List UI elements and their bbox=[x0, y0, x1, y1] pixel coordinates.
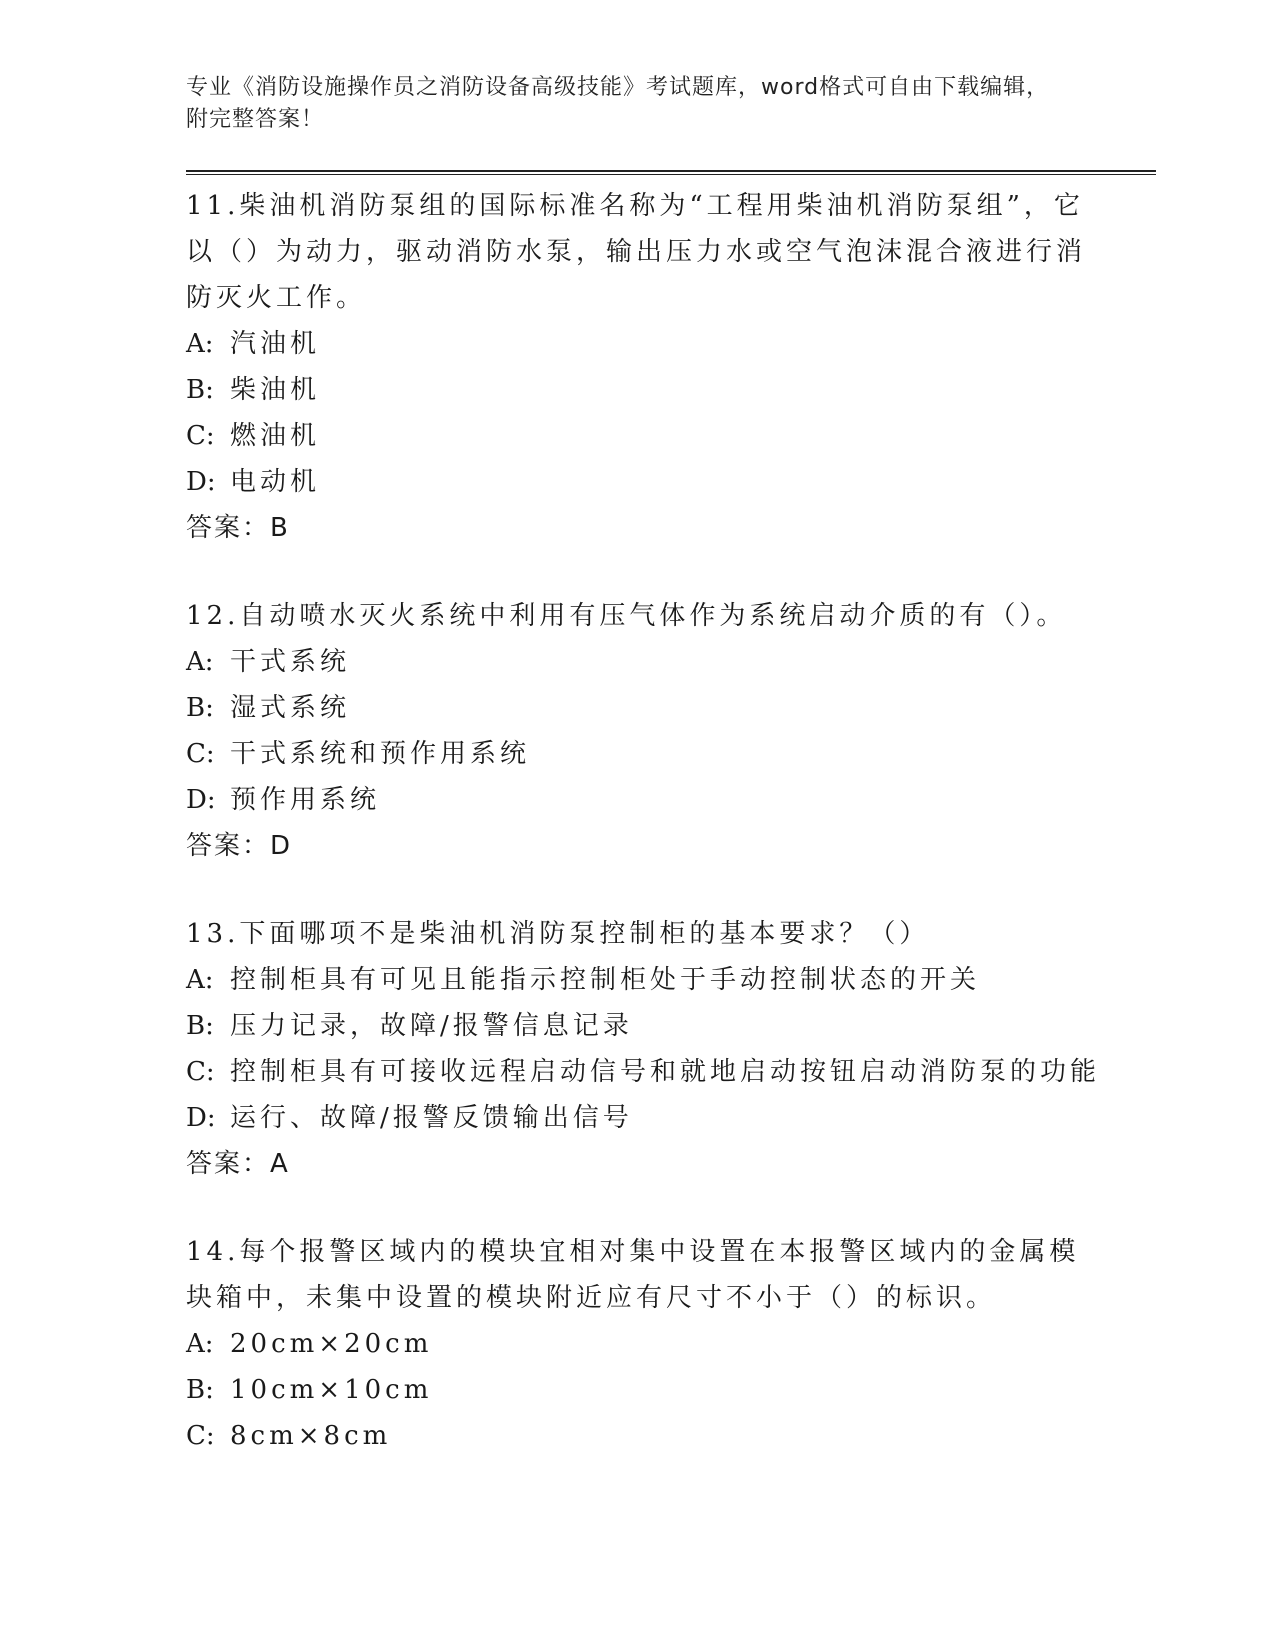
option-letter: C: bbox=[186, 1057, 215, 1087]
option-c bbox=[186, 413, 1156, 459]
option-c bbox=[186, 1049, 1156, 1095]
option-letter: A: bbox=[186, 647, 214, 677]
option-a bbox=[186, 957, 1156, 1003]
option-letter: B: bbox=[186, 1011, 214, 1041]
option-b bbox=[186, 1003, 1156, 1049]
question-13 bbox=[186, 911, 1156, 1187]
option-letter: D: bbox=[186, 1103, 216, 1133]
option-letter: B: bbox=[186, 693, 214, 723]
option-text: 预作用系统 bbox=[230, 785, 381, 815]
question-stem: 14.每个报警区域内的模块宜相对集中设置在本报警区域内的金属模块箱中，未集中设置的模块附近应有尺寸不小于（）的标识。 bbox=[186, 1237, 1080, 1313]
answer-line: 答案：D bbox=[186, 831, 293, 861]
option-text: 控制柜具有可接收远程启动信号和就地启动按钮启动消防泵的功能 bbox=[230, 1057, 1101, 1087]
option-d bbox=[186, 1095, 1156, 1141]
option-text: 干式系统和预作用系统 bbox=[230, 739, 531, 769]
option-d bbox=[186, 459, 1156, 505]
option-b bbox=[186, 685, 1156, 731]
option-text: 汽油机 bbox=[230, 329, 321, 359]
option-letter: A: bbox=[186, 965, 214, 995]
option-text: 运行、故障/报警反馈输出信号 bbox=[230, 1103, 633, 1133]
option-letter: C: bbox=[186, 739, 215, 769]
option-text: 10cm×10cm bbox=[230, 1375, 433, 1405]
question-stem: 12.自动喷水灭火系统中利用有压气体作为系统启动介质的有（）。 bbox=[186, 601, 1067, 631]
question-stem: 11.柴油机消防泵组的国际标准名称为“工程用柴油机消防泵组”，它以（）为动力，驱动消防水泵，输出压力水或空气泡沫混合液进行消防灭火工作。 bbox=[186, 191, 1087, 313]
question-stem: 13.下面哪项不是柴油机消防泵控制柜的基本要求？（） bbox=[186, 919, 930, 949]
option-letter: A: bbox=[186, 1329, 214, 1359]
option-c bbox=[186, 1413, 1156, 1459]
option-letter: D: bbox=[186, 785, 216, 815]
option-text: 8cm×8cm bbox=[230, 1421, 392, 1451]
answer-line: 答案：B bbox=[186, 513, 290, 543]
option-text: 干式系统 bbox=[230, 647, 351, 677]
option-text: 燃油机 bbox=[230, 421, 321, 451]
header-divider bbox=[186, 170, 1156, 175]
option-b bbox=[186, 1367, 1156, 1413]
option-text: 柴油机 bbox=[230, 375, 321, 405]
option-b bbox=[186, 367, 1156, 413]
document-page bbox=[186, 72, 1156, 1501]
option-letter: A: bbox=[186, 329, 214, 359]
option-c bbox=[186, 731, 1156, 777]
option-letter: D: bbox=[186, 467, 216, 497]
option-letter: B: bbox=[186, 1375, 214, 1405]
question-14 bbox=[186, 1229, 1156, 1459]
option-a bbox=[186, 639, 1156, 685]
answer-line: 答案：A bbox=[186, 1149, 290, 1179]
option-text: 电动机 bbox=[230, 467, 321, 497]
option-letter: C: bbox=[186, 1421, 215, 1451]
question-list bbox=[186, 183, 1156, 1459]
question-11 bbox=[186, 183, 1156, 551]
option-text: 压力记录，故障/报警信息记录 bbox=[230, 1011, 633, 1041]
option-text: 湿式系统 bbox=[230, 693, 351, 723]
option-d bbox=[186, 777, 1156, 823]
option-text: 控制柜具有可见且能指示控制柜处于手动控制状态的开关 bbox=[230, 965, 981, 995]
question-12 bbox=[186, 593, 1156, 869]
option-text: 20cm×20cm bbox=[230, 1329, 433, 1359]
option-a bbox=[186, 1321, 1156, 1367]
option-letter: C: bbox=[186, 421, 215, 451]
option-a bbox=[186, 321, 1156, 367]
option-letter: B: bbox=[186, 375, 214, 405]
document-header: 专业《消防设施操作员之消防设备高级技能》考试题库，word格式可自由下载编辑，附完整答案！ bbox=[186, 75, 1050, 132]
